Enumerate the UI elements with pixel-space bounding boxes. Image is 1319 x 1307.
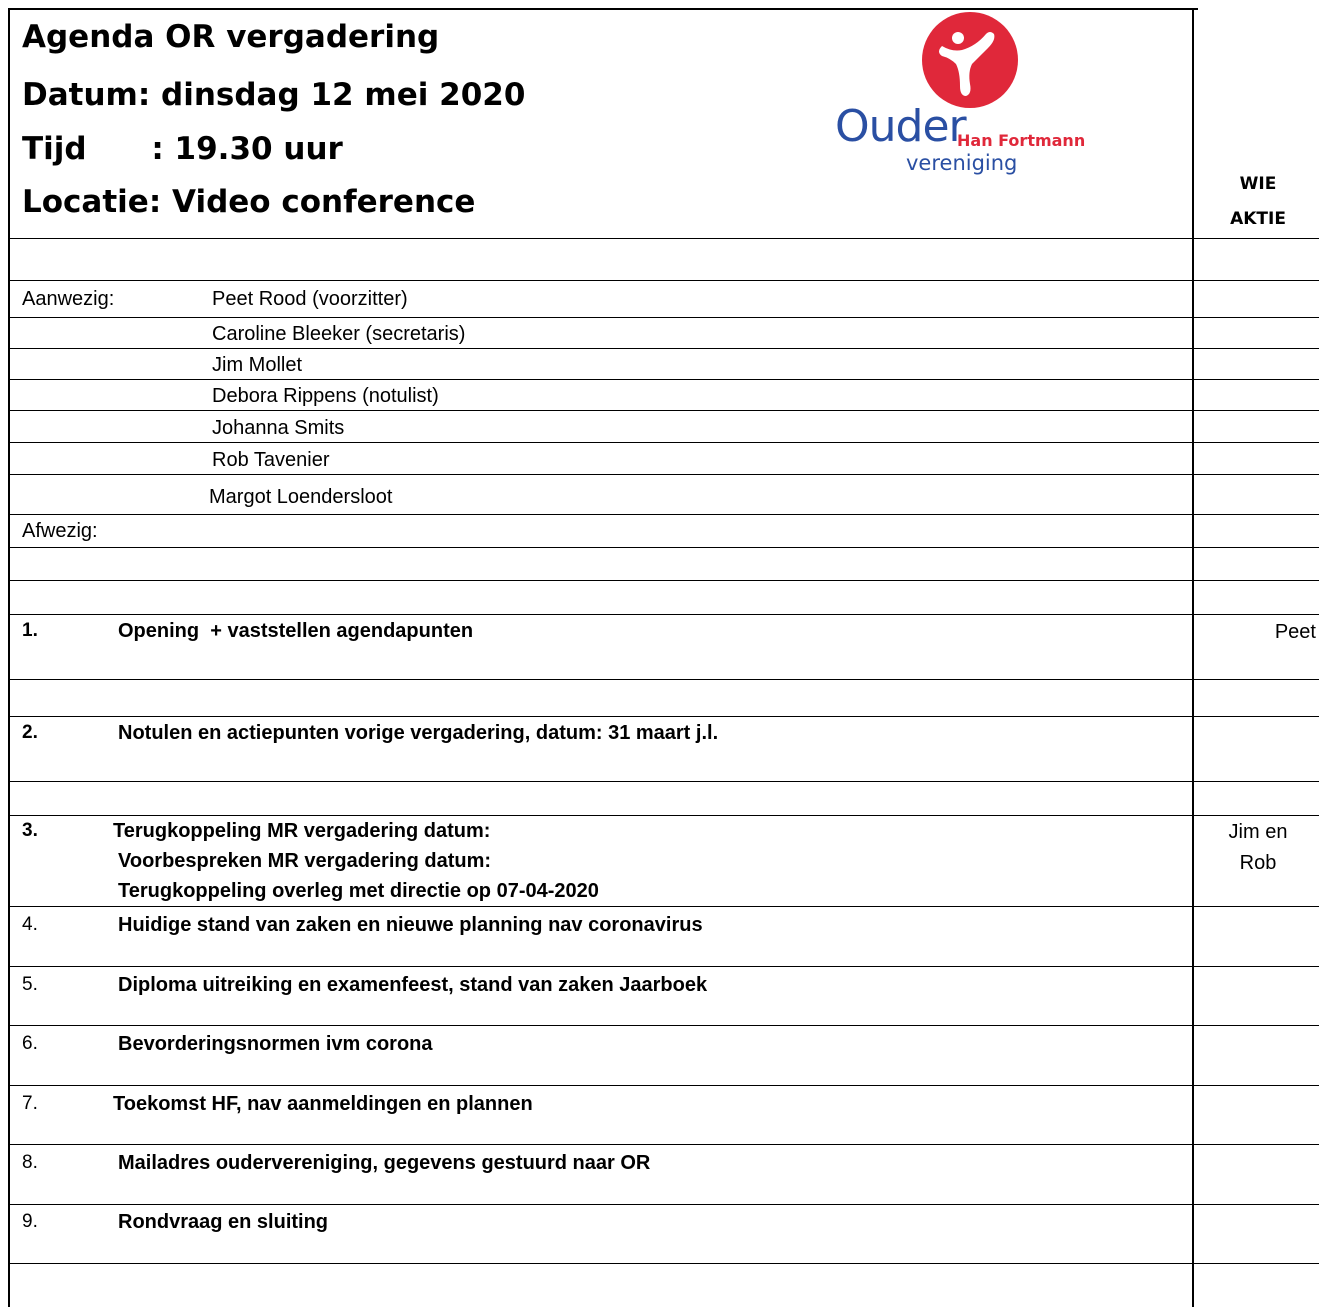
agenda-number: 6. [22, 1033, 38, 1054]
agenda-text: Opening + vaststellen agendapunten [118, 620, 474, 642]
logo-word-vereniging: vereniging [906, 151, 1018, 175]
oudervereniging-logo [800, 8, 1150, 178]
member-item: Rob Tavenier [212, 449, 330, 471]
agenda-who: Rob [1239, 852, 1277, 874]
member-item: Caroline Bleeker (secretaris) [212, 323, 466, 345]
column-header-wie: WIE [1239, 174, 1277, 194]
agenda-number: 5. [22, 974, 38, 995]
agenda-text: Bevorderingsnormen ivm corona [118, 1033, 433, 1055]
absent-label: Afwezig: [22, 520, 98, 542]
column-header-aktie: AKTIE [1230, 209, 1286, 229]
member-item: Debora Rippens (notulist) [212, 385, 439, 407]
agenda-number: 4. [22, 914, 38, 935]
agenda-text-line: Voorbespreken MR vergadering datum: [118, 850, 492, 872]
agenda-who: Peet [1274, 621, 1316, 643]
agenda-text: Mailadres oudervereniging, gegevens gestuurd naar OR [118, 1152, 651, 1174]
member-item: Peet Rood (voorzitter) [212, 288, 408, 310]
agenda-number: 8. [22, 1152, 38, 1173]
agenda-number: 1. [22, 620, 38, 641]
meeting-location: Locatie: Video conference [22, 184, 476, 220]
member-item: Margot Loendersloot [209, 486, 393, 508]
agenda-who: Jim en [1228, 821, 1288, 843]
agenda-number: 7. [22, 1093, 38, 1114]
logo-word-han-fortmann: Han Fortmann [957, 131, 1086, 150]
present-label: Aanwezig: [22, 288, 115, 310]
agenda-number: 3. [22, 820, 38, 841]
meeting-date: Datum: dinsdag 12 mei 2020 [22, 77, 526, 113]
agenda-number: 9. [22, 1211, 38, 1232]
page-title: Agenda OR vergadering [22, 19, 440, 55]
agenda-text-line: Terugkoppeling overleg met directie op 07-04-2020 [118, 880, 599, 902]
agenda-number: 2. [22, 722, 38, 743]
agenda-text: Diploma uitreiking en examenfeest, stand van zaken Jaarboek [118, 974, 708, 996]
agenda-text: Toekomst HF, nav aanmeldingen en plannen [113, 1093, 533, 1115]
agenda-text: Notulen en actiepunten vorige vergadering, datum: 31 maart j.l. [118, 722, 719, 744]
member-item: Jim Mollet [212, 354, 303, 376]
member-item: Johanna Smits [212, 417, 345, 439]
logo-word-ouder: Ouder [835, 101, 966, 152]
meeting-time: Tijd : 19.30 uur [22, 131, 343, 167]
agenda-text-line: Terugkoppeling MR vergadering datum: [113, 820, 491, 842]
agenda-text: Huidige stand van zaken en nieuwe planning nav coronavirus [118, 914, 703, 936]
agenda-text: Rondvraag en sluiting [118, 1211, 329, 1233]
